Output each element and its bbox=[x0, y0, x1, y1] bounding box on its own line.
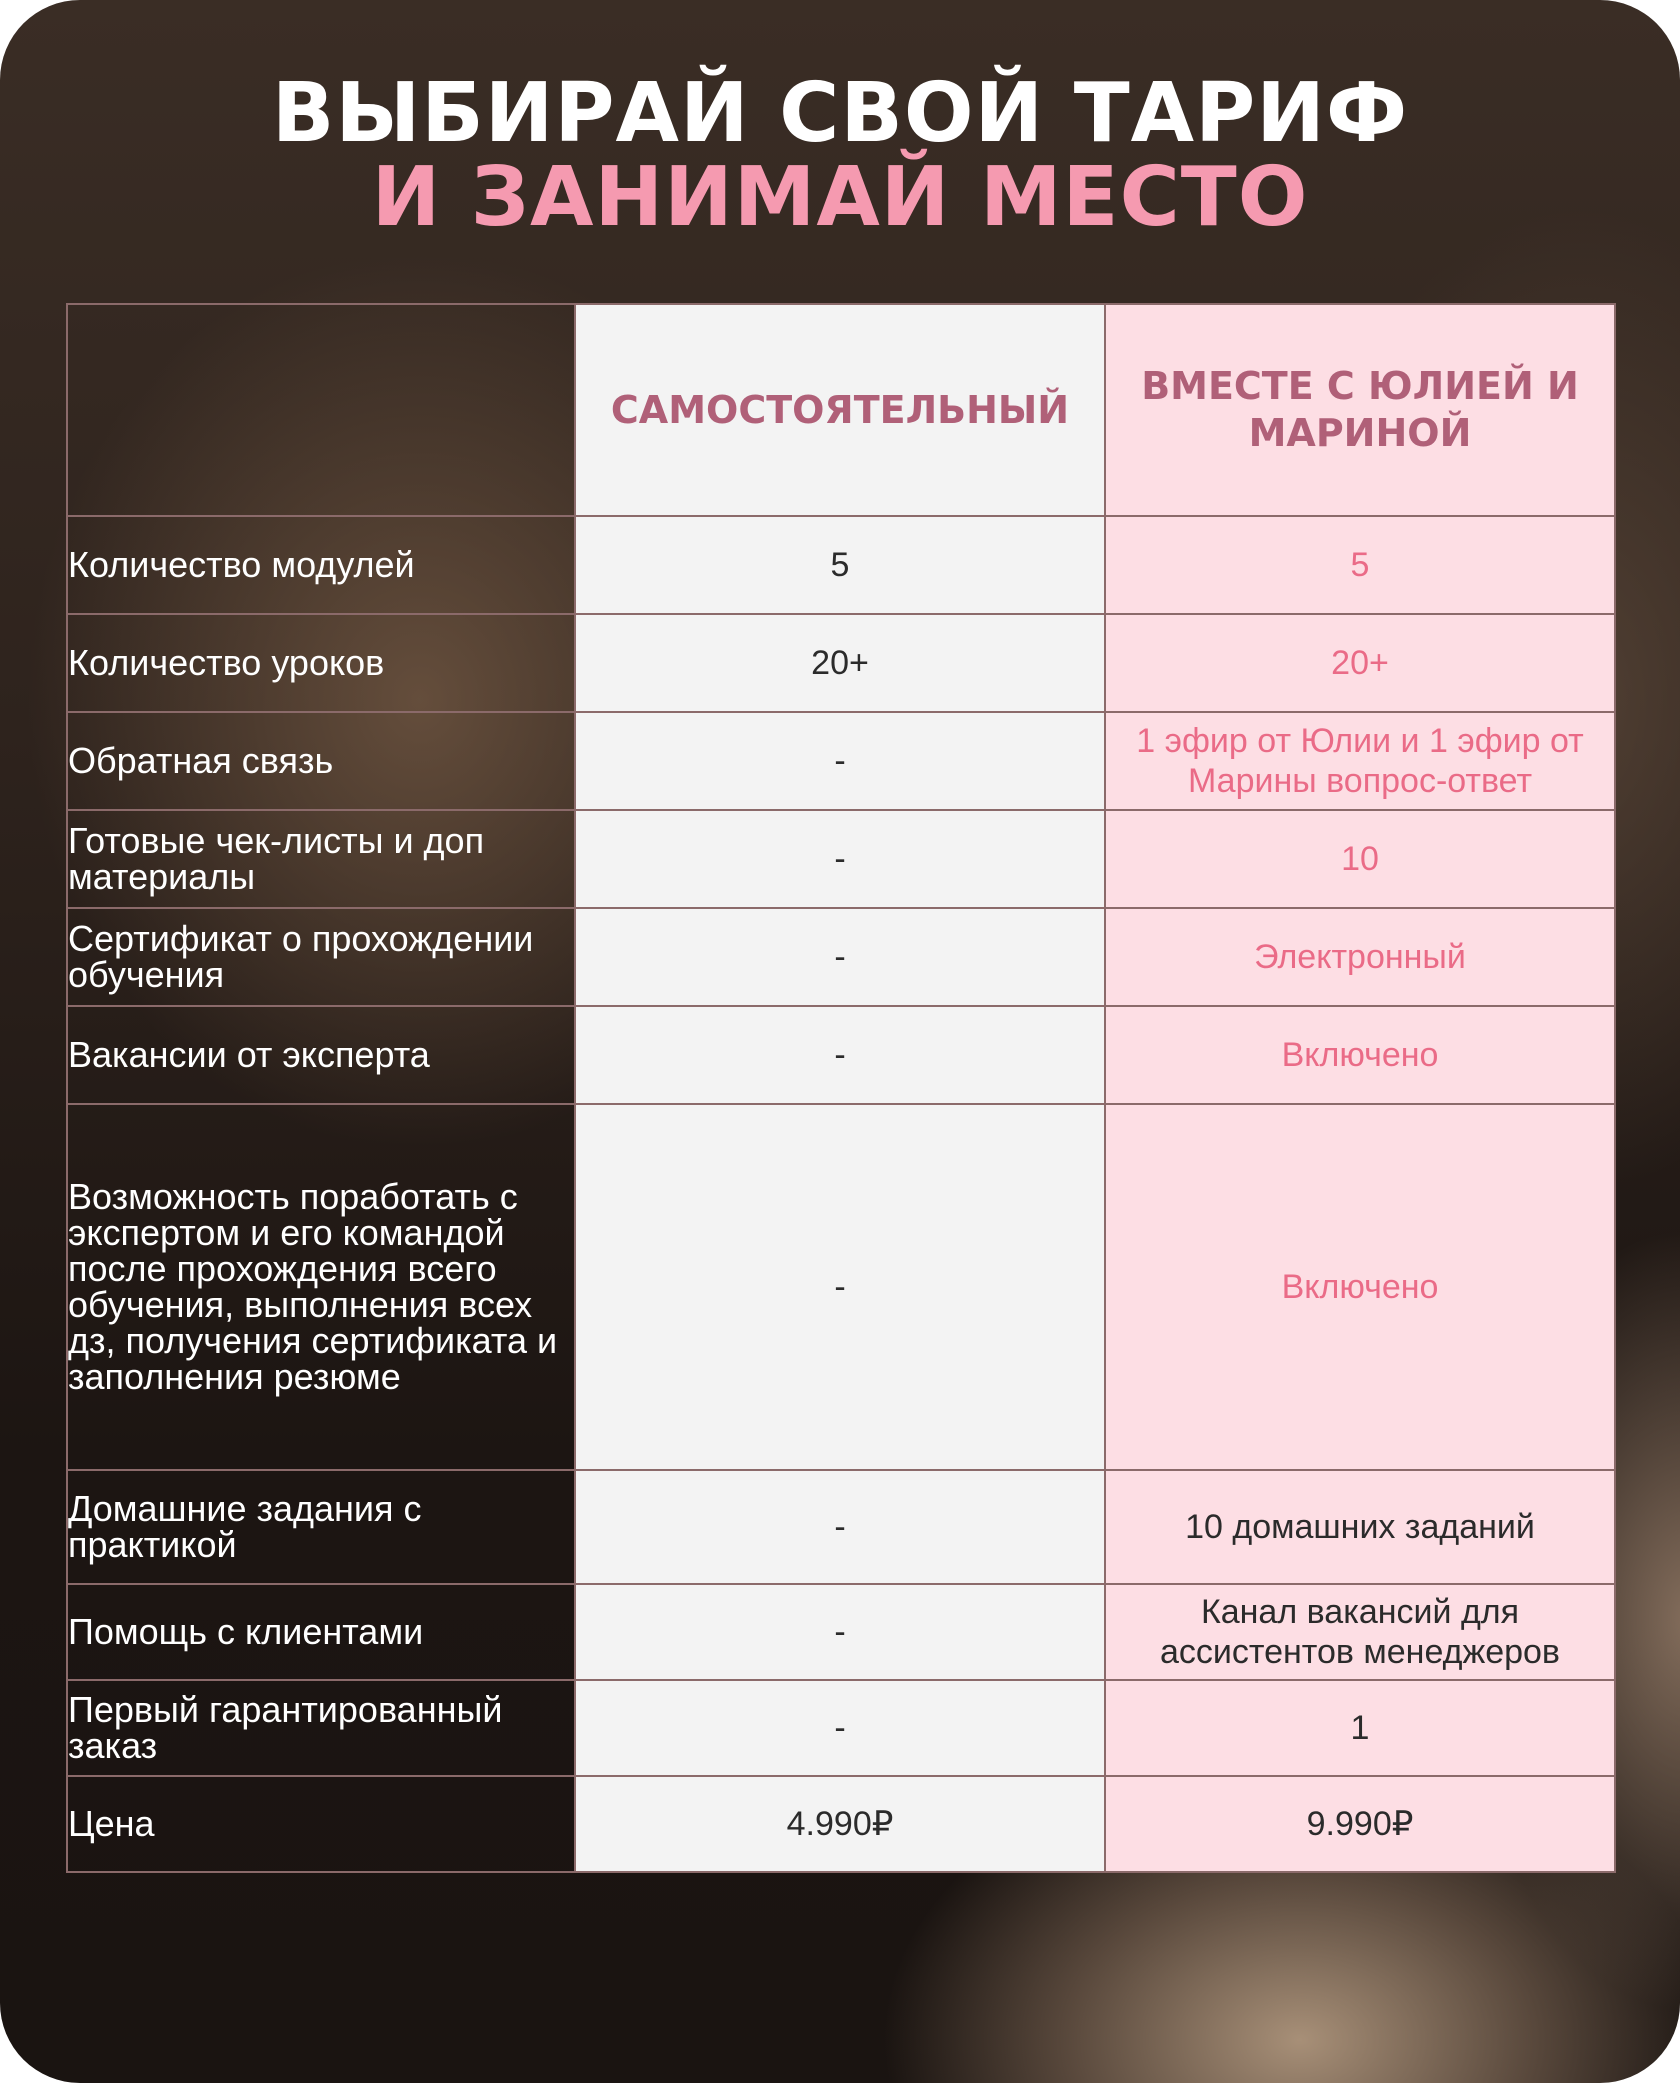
feature-label: Сертификат о прохождении обучения bbox=[67, 908, 575, 1006]
self-value: 20+ bbox=[575, 614, 1105, 712]
team-value: 20+ bbox=[1105, 614, 1615, 712]
team-value: 10 bbox=[1105, 810, 1615, 908]
feature-label: Количество модулей bbox=[67, 516, 575, 614]
table-row bbox=[67, 1104, 1615, 1470]
feature-label: Домашние задания с практикой bbox=[67, 1470, 575, 1584]
table-row bbox=[67, 614, 1615, 712]
table-row bbox=[67, 1006, 1615, 1104]
feature-label: Обратная связь bbox=[67, 712, 575, 810]
self-value: - bbox=[575, 1104, 1105, 1470]
tariff-comparison-table bbox=[66, 303, 1616, 1873]
feature-label: Помощь с клиентами bbox=[67, 1584, 575, 1680]
table-row bbox=[67, 1680, 1615, 1776]
self-value: - bbox=[575, 1584, 1105, 1680]
feature-label: Цена bbox=[67, 1776, 575, 1872]
table-header-row bbox=[67, 304, 1615, 516]
team-value: Канал вакансий для ассистентов менеджеров bbox=[1105, 1584, 1615, 1680]
self-value: - bbox=[575, 1470, 1105, 1584]
table-row bbox=[67, 810, 1615, 908]
feature-label: Готовые чек-листы и доп материалы bbox=[67, 810, 575, 908]
team-price: 9.990₽ bbox=[1105, 1776, 1615, 1872]
team-value: 5 bbox=[1105, 516, 1615, 614]
team-value: 10 домашних заданий bbox=[1105, 1470, 1615, 1584]
feature-label: Вакансии от эксперта bbox=[67, 1006, 575, 1104]
page-title: ВЫБИРАЙ СВОЙ ТАРИФ bbox=[271, 66, 1409, 161]
table-row bbox=[67, 1776, 1615, 1872]
table-row bbox=[67, 1470, 1615, 1584]
table-row bbox=[67, 712, 1615, 810]
table-row bbox=[67, 1584, 1615, 1680]
team-value: Электронный bbox=[1105, 908, 1615, 1006]
self-price: 4.990₽ bbox=[575, 1776, 1105, 1872]
table-row bbox=[67, 516, 1615, 614]
team-value: 1 bbox=[1105, 1680, 1615, 1776]
team-value: Включено bbox=[1105, 1104, 1615, 1470]
plan-team-header: ВМЕСТЕ С ЮЛИЕЙ И МАРИНОЙ bbox=[1105, 304, 1615, 516]
self-value: - bbox=[575, 712, 1105, 810]
plan-self-header: САМОСТОЯТЕЛЬНЫЙ bbox=[575, 304, 1105, 516]
feature-label: Возможность поработать с экспертом и его командой после прохождения всего обучения, выполнения всех дз, получения сертификата и заполнения резюме bbox=[67, 1104, 575, 1470]
feature-label: Количество уроков bbox=[67, 614, 575, 712]
self-value: - bbox=[575, 908, 1105, 1006]
page-subtitle: И ЗАНИМАЙ МЕСТО bbox=[371, 150, 1309, 245]
feature-label: Первый гарантированный заказ bbox=[67, 1680, 575, 1776]
header-empty-cell bbox=[67, 304, 575, 516]
self-value: 5 bbox=[575, 516, 1105, 614]
team-value: 1 эфир от Юлии и 1 эфир от Марины вопрос-ответ bbox=[1105, 712, 1615, 810]
self-value: - bbox=[575, 1680, 1105, 1776]
table-row bbox=[67, 908, 1615, 1006]
team-value: Включено bbox=[1105, 1006, 1615, 1104]
self-value: - bbox=[575, 1006, 1105, 1104]
self-value: - bbox=[575, 810, 1105, 908]
